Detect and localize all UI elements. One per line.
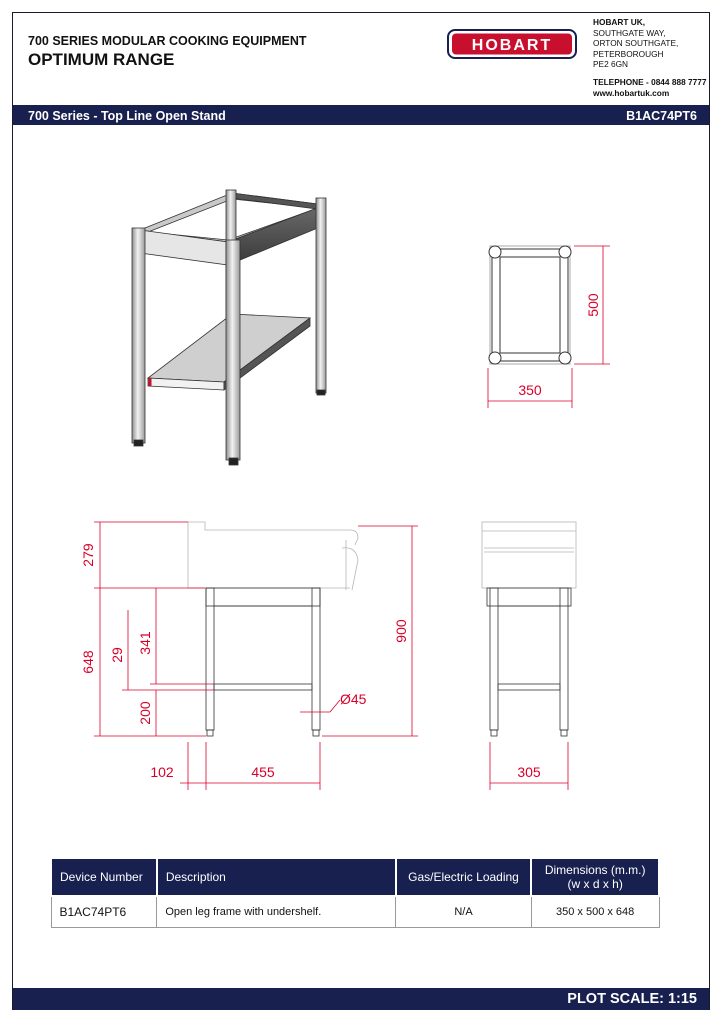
address-line: ORTON SOUTHGATE, xyxy=(593,38,679,49)
th-dimensions xyxy=(531,858,659,896)
side-dimensions xyxy=(94,522,418,790)
telephone: TELEPHONE - 0844 888 7777 xyxy=(593,77,707,87)
dim-front-width: 305 xyxy=(517,764,541,780)
plot-scale: PLOT SCALE: 1:15 xyxy=(567,991,697,1007)
address-line: PETERBOROUGH xyxy=(593,48,664,59)
dim-lower-gap: 341 xyxy=(137,631,153,655)
cell-description: Open leg frame with undershelf. xyxy=(157,896,396,928)
th-description: Description xyxy=(157,858,396,896)
th-loading: Gas/Electric Loading xyxy=(396,858,532,896)
plan-view xyxy=(489,246,571,364)
dim-plan-width: 350 xyxy=(518,382,542,398)
th-dimensions-line2: (w x d x h) xyxy=(567,877,623,891)
drawing-code: B1AC74PT6 xyxy=(626,109,697,123)
website: www.hobartuk.com xyxy=(593,88,670,98)
range-title: OPTIMUM RANGE xyxy=(28,50,175,69)
table-row xyxy=(51,896,659,928)
dim-plan-depth: 500 xyxy=(585,293,601,317)
address-line: SOUTHGATE WAY, xyxy=(593,27,666,38)
dim-shelf-thickness: 29 xyxy=(109,647,125,663)
table-header-row xyxy=(51,858,659,896)
front-elevation xyxy=(482,522,576,736)
address-line: PE2 6GN xyxy=(593,59,629,70)
drawing-title: 700 Series - Top Line Open Stand xyxy=(28,109,226,123)
dim-leg-diameter: Ø45 xyxy=(340,691,367,707)
dim-offset: 102 xyxy=(150,764,174,780)
logo-text: HOBART xyxy=(471,37,553,54)
cell-dimensions: 350 x 500 x 648 xyxy=(531,896,659,928)
address-line: HOBART UK, xyxy=(593,17,646,27)
dim-shelf-height: 200 xyxy=(137,701,153,725)
spec-table xyxy=(50,857,660,928)
dim-total-height: 900 xyxy=(393,619,409,643)
th-dimensions-line1: Dimensions (m.m.) xyxy=(544,863,646,877)
footer-bar xyxy=(13,988,709,1010)
th-device: Device Number xyxy=(51,858,157,896)
dim-top-height: 279 xyxy=(80,543,96,567)
series-title: 700 SERIES MODULAR COOKING EQUIPMENT xyxy=(28,34,307,48)
cell-device: B1AC74PT6 xyxy=(51,896,157,928)
dim-side-width: 455 xyxy=(251,764,275,780)
plan-dimensions xyxy=(488,246,610,408)
side-elevation xyxy=(188,522,358,736)
cell-loading: N/A xyxy=(396,896,532,928)
stand-3d-view xyxy=(132,190,326,465)
dim-frame-height: 648 xyxy=(80,650,96,674)
